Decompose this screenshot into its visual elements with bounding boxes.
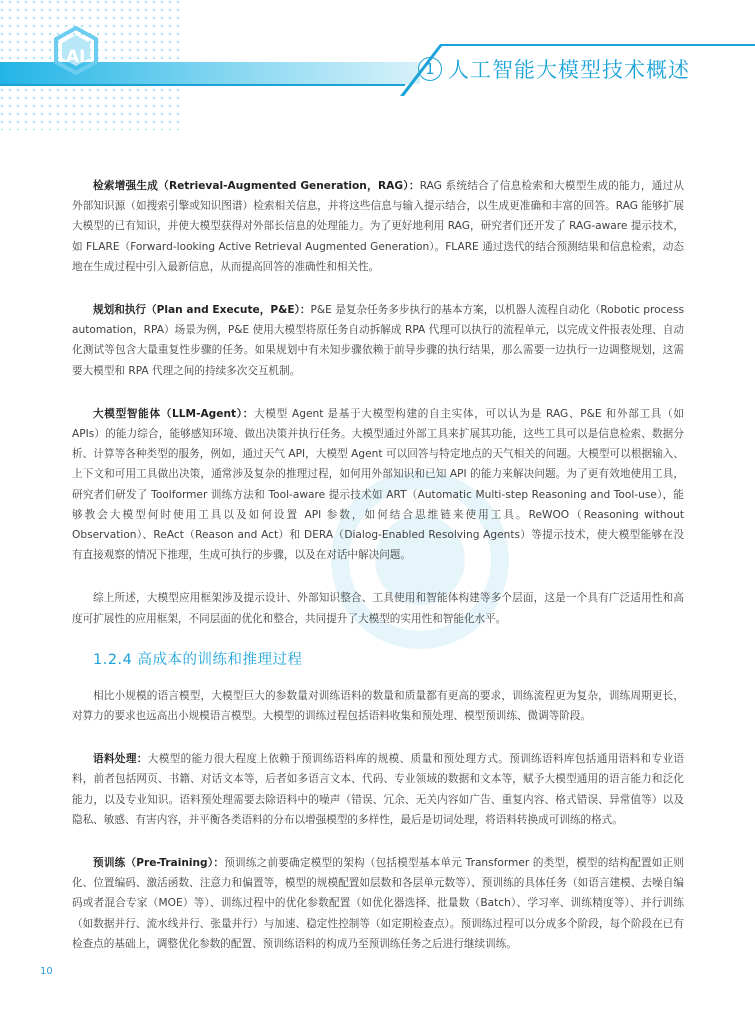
paragraph-body: 预训练之前要确定模型的架构（包括模型基本单元 Transformer 的类型，模型的结构配置如正则化、位置编码、激活函数、注意力和偏置等，模型的规模配置如层数和各层单元数等）、预训练的具体任务（如语言建模、去噪自编码或者混合专家（MOE）等）、训练过程中的优化参数配置（如优化器选择、批量数（Batch）、学习率、训练精度等）、并行训练（如数据并行、流水线并行、张量并行）与加速、稳定性控制等（如定期检查点）。预训练过程可以分成多个阶段，每个阶段在已有检查点的基础上，调整优化参数的配置、预训练语料的构成乃至预训练任务之后进行继续训练。 [72,857,684,950]
paragraph-corpus [72,749,684,830]
section-heading: 1.2.4 高成本的训练和推理过程 [93,651,303,668]
paragraph-summary [72,588,684,628]
paragraph-lead: 检索增强生成（Retrieval-Augmented Generation，RAG）： [93,180,420,192]
paragraph-body: RAG 系统结合了信息检索和大模型生成的能力，通过从外部知识源（如搜索引擎或知识图谱）检索相关信息，并将这些信息与输入提示结合，以生成更准确和丰富的回答。RAG 能够扩展大模型的已有知识，并使大模型获得对外部长信息的处理能力。为了更好地利用 RAG，研究者们还开发了 RAG-aware 提示技术，如 FLARE（Forward-looking Active Retrieval Augmented Generation）。FLARE 通过迭代的结合预测结果和信息检索，动态地在生成过程中引入最新信息，从而提高回答的准确性和相关性。 [72,180,684,273]
paragraph-lead: 预训练（Pre-Training）： [93,857,225,870]
paragraph-lead: 规划和执行（Plan and Execute，P&E）： [93,304,311,317]
paragraph-lead: 语料处理： [93,753,148,766]
paragraph-rag [72,176,684,277]
paragraph-body: 综上所述，大模型应用框架涉及提示设计、外部知识整合、工具使用和智能体构建等多个层面，这是一个具有广泛适用性和高度可扩展性的应用框架，不同层面的优化和整合，共同提升了大模型的实用性和智能化水平。 [72,592,684,625]
chapter-title [418,54,690,84]
chapter-number: 1 [418,57,442,81]
paragraph-pretraining [72,853,684,954]
paragraph-body: P&E 是复杂任务多步执行的基本方案，以机器人流程自动化（Robotic process automation，RPA）场景为例，P&E 使用大模型将原任务自动拆解成 RPA 代理可以执行的流程单元，以完成文件报表处理、自动化测试等包含大量重复性步骤的任务。如果规划中有未知步骤依赖于前导步骤的执行结果，那么需要一边执行一边调整规划，这需要大模型和 RPA 代理之间的持续多次交互机制。 [72,304,684,377]
paragraph-body: 相比小规模的语言模型，大模型巨大的参数量对训练语料的数量和质量都有更高的要求，训练流程更为复杂，训练周期更长，对算力的要求也远高出小规模语言模型。大模型的训练过程包括语料收集和预处理、模型预训练、微调等阶段。 [72,689,684,723]
paragraph-llm-agent [72,404,684,566]
logo-text: AI [66,47,86,67]
page-number: 10 [40,966,53,977]
paragraph-body: 大模型 Agent 是基于大模型构建的自主实体，可以认为是 RAG、P&E 和外部工具（如 APIs）的能力综合，能够感知环境、做出决策并执行任务。大模型通过外部工具来扩展其功能，这些工具可以是信息检索、数据分析、计算等各种类型的服务，例如，通过天气 API，大模型 Agent 可以回答与特定地点的天气相关的问题。大模型可以根据输入、上下文和可用工具做出决策，通常涉及复杂的推理过程，如何用外部知识和已知 API 的能力来解决问题。为了更有效地使用工具，研究者们研发了 Toolformer 训练方法和 Tool-aware 提示技术如 ART（Automatic Multi-step Reasoning and Tool-use），能够教会大模型何时使用工具以及如何设置 API 参数，如何结合思维链来使用工具。ReWOO（Reasoning without Observation）、ReAct（Reason and Act）和 DERA（Dialog-Enabled Resolving Agents）等提示技术，使大模型能够在没有直接观察的情况下推理，生成可执行的步骤，以及在对话中解决问题。 [72,407,684,562]
chapter-title-text: 人工智能大模型技术概述 [448,58,690,82]
paragraph-body: 大模型的能力很大程度上依赖于预训练语料库的规模、质量和预处理方式。预训练语料库包括通用语料和专业语料，前者包括网页、书籍、对话文本等，后者如多语言文本、代码、专业领域的数据和文本等，赋予大模型通用的语言能力和泛化能力，以及专业知识。语料预处理需要去除语料中的噪声（错误、冗余、无关内容如广告、重复内容、格式错误、异常值等）以及隐私、敏感、有害内容，并平衡各类语料的分布以增强模型的多样性，最后是切词处理，将语料转换成可训练的格式。 [72,753,685,826]
page-header [0,0,755,130]
paragraph-intro [72,686,684,726]
paragraph-pe [72,300,684,381]
page-content [72,176,684,977]
paragraph-lead: 大模型智能体（LLM-Agent）： [93,407,255,420]
